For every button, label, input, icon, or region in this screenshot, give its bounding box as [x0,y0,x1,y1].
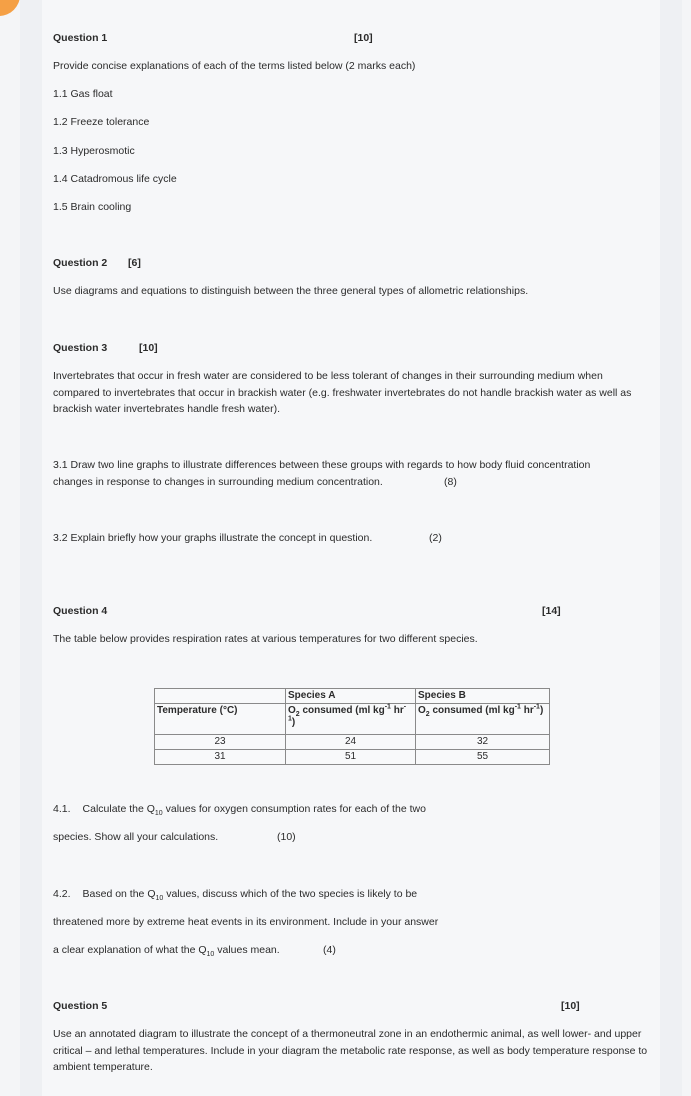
table-header-species-b: Species B [416,689,550,704]
q1-item: 1.4 Catadromous life cycle [53,173,177,185]
q1-intro: Provide concise explanations of each of the terms listed below (2 marks each) [53,60,416,72]
q4-1-line1: 4.1. Calculate the $Q_{10}$ values for oxygen consumption rates for each of the two [53,803,426,818]
q5-marks: [10] [561,1000,580,1012]
table-header-temperature: Temperature (°C) [155,704,286,735]
right-gutter [682,0,691,1096]
table-header-o2-b: $O_2$ consumed (ml $kg^{-1}$ $hr^{-1}$) [416,704,550,735]
table-cell: 51 [286,750,416,765]
q3-2-text: 3.2 Explain briefly how your graphs illustrate the concept in question. [53,532,373,544]
q1-item: 1.3 Hyperosmotic [53,145,135,157]
table-row [155,689,550,704]
table-cell: 32 [416,735,550,750]
table-cell: 23 [155,735,286,750]
q5-heading: Question 5 [53,1000,108,1012]
q4-marks: [14] [542,605,561,617]
q3-1-text: 3.1 Draw two line graphs to illustrate differences between these groups with regards to how body fluid concentration changes in response to changes in surrounding medium concentration. [53,459,591,488]
q5-body: Use an annotated diagram to illustrate the concept of a thermoneutral zone in an endothermic animal, as well lower- and upper critical – and lethal temperatures. Include in your diagram the metabolic rate response, as well as body temperature response to ambient temperature. [53,1028,648,1073]
question-card [42,0,660,1096]
q1-item: 1.5 Brain cooling [53,201,132,213]
q3-heading: Question 3 [53,342,108,354]
table-header-species-a: Species A [286,689,416,704]
q1-marks: [10] [354,32,373,44]
q4-1-marks: (10) [277,831,296,843]
table-cell [155,689,286,704]
q2-marks: [6] [128,257,141,269]
q4-intro: The table below provides respiration rates at various temperatures for two different species. [53,633,478,645]
q2-heading: Question 2 [53,257,108,269]
q3-1-marks: (8) [444,476,457,488]
respiration-table [154,688,550,765]
q3-body: Invertebrates that occur in fresh water are considered to be less tolerant of changes in their surrounding medium when compared to invertebrates that occur in brackish water (e.g. freshwater invertebrates do not handle brackish water as well as brackish water invertebrates handle fresh water). [53,370,632,415]
table-cell: 24 [286,735,416,750]
table-cell: 31 [155,750,286,765]
q4-2-marks: (4) [323,944,336,956]
q1-heading: Question 1 [53,32,108,44]
q1-item: 1.2 Freeze tolerance [53,116,150,128]
q4-2-line2: threatened more by extreme heat events in its environment. Include in your answer [53,916,439,928]
table-cell: 55 [416,750,550,765]
q3-2-marks: (2) [429,532,442,544]
q3-marks: [10] [139,342,158,354]
left-gutter [0,0,20,1096]
q2-body: Use diagrams and equations to distinguish between the three general types of allometric relationships. [53,285,529,297]
table-header-o2-a: $O_2$ consumed (ml $kg^{-1}$ $hr^{-1}$) [286,704,416,735]
q1-item: 1.1 Gas float [53,88,113,100]
q4-1-line2: species. Show all your calculations. [53,831,219,843]
q4-heading: Question 4 [53,605,108,617]
table-row [155,735,550,750]
q4-2-line1: 4.2. Based on the $Q_{10}$ values, discuss which of the two species is likely to be [53,888,418,903]
table-row [155,750,550,765]
table-row [155,704,550,735]
q4-2-line3: a clear explanation of what the $Q_{10}$ values mean. [53,944,280,959]
